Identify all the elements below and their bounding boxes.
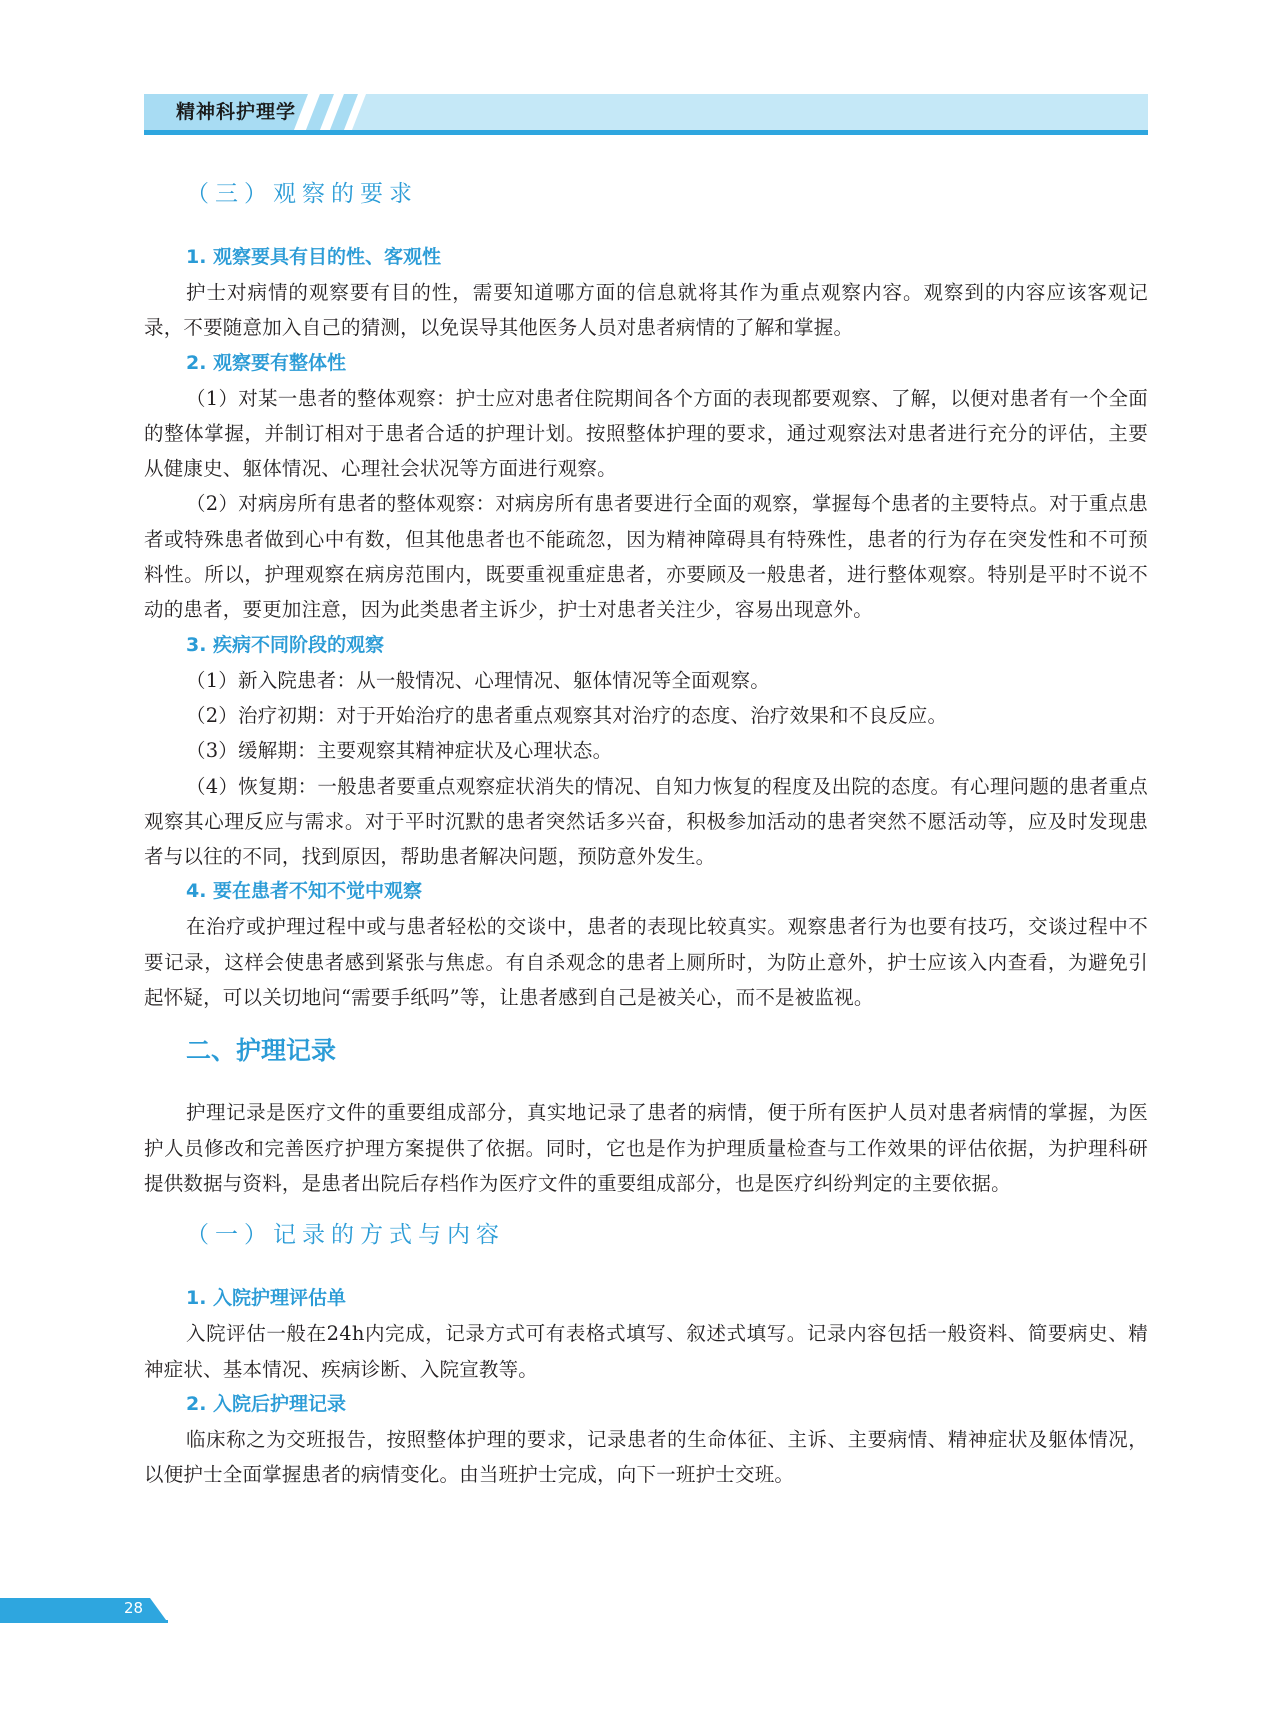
section-heading-record-methods: （一）记录的方式与内容	[186, 1222, 505, 1249]
paragraph: （1）对某一患者的整体观察：护士应对患者住院期间各个方面的表现都要观察、了解，以便对患者有一个全面的整体掌握，并制订相对于患者合适的护理计划。按照整体护理的要求，通过观察法对患者进行充分的评估，主要从健康史、躯体情况、心理社会状况等方面进行观察。	[144, 386, 1148, 481]
paragraph: （2）对病房所有患者的整体观察：对病房所有患者要进行全面的观察，掌握每个患者的主要特点。对于重点患者或特殊患者做到心中有数，但其他患者也不能疏忽，因为精神障碍具有特殊性，患者的行为存在突发性和不可预料性。所以，护理观察在病房范围内，既要重视重症患者，亦要顾及一般患者，进行整体观察。特别是平时不说不动的患者，要更加注意，因为此类患者主诉少，护士对患者关注少，容易出现意外。	[144, 492, 1148, 622]
footer-rule	[0, 1620, 168, 1623]
subheading-admission-assessment: 1. 入院护理评估单	[186, 1287, 347, 1310]
page-number: 28	[124, 1599, 144, 1617]
subheading-unobtrusive: 4. 要在患者不知不觉中观察	[186, 880, 423, 903]
section-heading-nursing-records: 二、护理记录	[186, 1036, 337, 1066]
section-heading-requirements: （三）观察的要求	[186, 181, 418, 207]
page-number-tab	[0, 1598, 170, 1622]
paragraph: 护士对病情的观察要有目的性，需要知道哪方面的信息就将其作为重点观察内容。观察到的内容应该客观记录，不要随意加入自己的猜测，以免误导其他医务人员对患者病情的了解和掌握。	[144, 281, 1148, 340]
header-rule	[144, 130, 1148, 135]
subheading-disease-stages: 3. 疾病不同阶段的观察	[186, 633, 385, 656]
subheading-purpose-objectivity: 1. 观察要具有目的性、客观性	[186, 246, 442, 268]
paragraph: 临床称之为交班报告，按照整体护理的要求，记录患者的生命体征、主诉、主要病情、精神症状及躯体情况，以便护士全面掌握患者的病情变化。由当班护士完成，向下一班护士交班。	[144, 1427, 1148, 1487]
book-title: 精神科护理学	[176, 101, 297, 123]
paragraph: 入院评估一般在24h内完成，记录方式可有表格式填写、叙述式填写。记录内容包括一般资料、简要病史、精神症状、基本情况、疾病诊断、入院宣教等。	[144, 1322, 1148, 1381]
paragraph: 护理记录是医疗文件的重要组成部分，真实地记录了患者的病情，便于所有医护人员对患者病情的掌握，为医护人员修改和完善医疗护理方案提供了依据。同时，它也是作为护理质量检查与工作效果的评估依据，为护理科研提供数据与资料，是患者出院后存档作为医疗文件的重要组成部分，也是医疗纠纷判定的主要依据。	[144, 1101, 1148, 1195]
paragraph: （4）恢复期：一般患者要重点观察症状消失的情况、自知力恢复的程度及出院的态度。有心理问题的患者重点观察其心理反应与需求。对于平时沉默的患者突然话多兴奋，积极参加活动的患者突然不愿活动等，应及时发现患者与以往的不同，找到原因，帮助患者解决问题，预防意外发生。	[144, 774, 1148, 869]
page-body	[144, 160, 1148, 1492]
paragraph: （3）缓解期：主要观察其精神症状及心理状态。	[186, 739, 613, 763]
paragraph: （2）治疗初期：对于开始治疗的患者重点观察其对治疗的态度、治疗效果和不良反应。	[186, 703, 948, 727]
paragraph: （1）新入院患者：从一般情况、心理情况、躯体情况等全面观察。	[186, 668, 770, 692]
paragraph: 在治疗或护理过程中或与患者轻松的交谈中，患者的表现比较真实。观察患者行为也要有技巧，交谈过程中不要记录，这样会使患者感到紧张与焦虑。有自杀观念的患者上厕所时，为防止意外，护士应该入内查看，为避免引起怀疑，可以关切地问“需要手纸吗”等，让患者感到自己是被关心，而不是被监视。	[144, 915, 1148, 1010]
subheading-post-admission-record: 2. 入院后护理记录	[186, 1392, 347, 1415]
header-stripes-decoration	[294, 94, 374, 130]
running-header	[144, 94, 1148, 134]
subheading-holistic: 2. 观察要有整体性	[186, 351, 347, 374]
